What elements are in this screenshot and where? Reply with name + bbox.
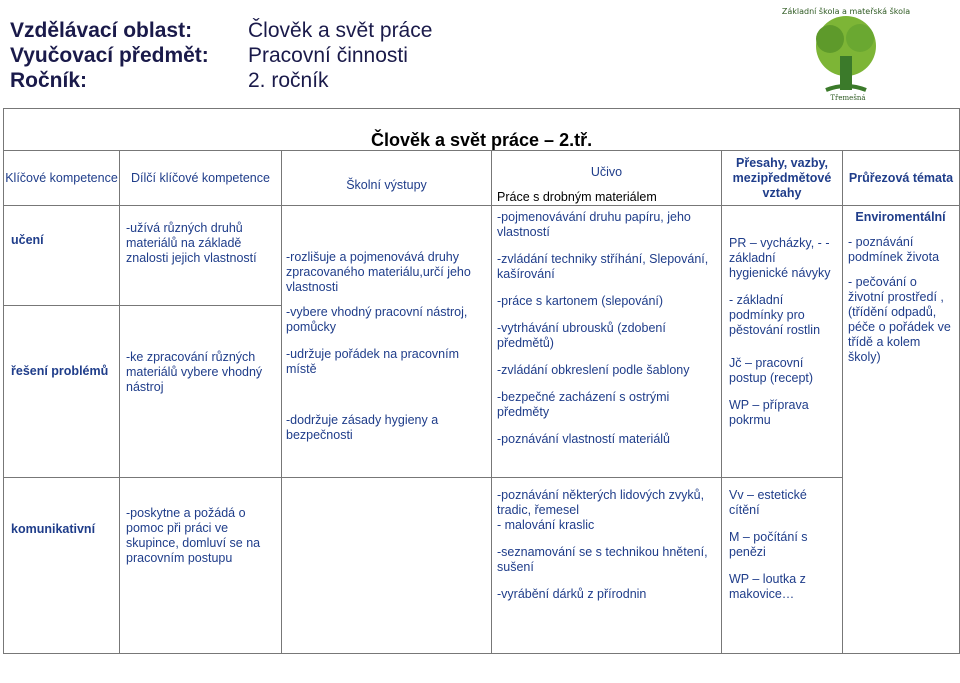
- outcome-2: -vybere vhodný pracovní nástroj, pomůcky: [286, 305, 468, 334]
- content2-4: -vyrábění dárků z přírodnin: [497, 587, 647, 601]
- value-area: Člověk a svět práce: [248, 19, 433, 42]
- content-subheader: Práce s drobným materiálem: [497, 190, 657, 204]
- content-cell-2: [492, 478, 722, 654]
- content-cell: [492, 206, 722, 478]
- value-subject: Pracovní činnosti: [248, 44, 408, 67]
- outcomes-empty: [282, 478, 492, 654]
- value-grade: 2. ročník: [248, 69, 329, 92]
- crossovers-cell: [722, 206, 843, 478]
- crossover-1: PR – vycházky, - - základní hygienické návyky: [729, 236, 831, 280]
- crosscutting-2: - pečování o životní prostředí , (třídění odpadů, péče o pořádek ve třídě a kolem školy): [848, 275, 951, 364]
- logo-text-bottom: Třemešná: [830, 94, 866, 102]
- logo-text-top: Základní škola a mateřská škola: [781, 7, 911, 16]
- label-area: Vzdělávací oblast:: [10, 19, 193, 42]
- curriculum-table: [3, 108, 960, 654]
- crossover-4: WP – příprava pokrmu: [729, 398, 809, 427]
- table-title: Člověk a svět práce – 2.tř.: [4, 109, 960, 151]
- key-communicative: komunikativní: [4, 478, 120, 654]
- school-logo: [781, 4, 911, 104]
- crossover-3: Jč – pracovní postup (recept): [729, 356, 814, 385]
- content-6: -bezpečné zacházení s ostrými předměty: [497, 390, 670, 419]
- crosscutting-cell: [843, 206, 960, 654]
- content2-2: - malování kraslic: [497, 518, 595, 532]
- col-partial-competences: Dílčí klíčové kompetence: [120, 151, 282, 206]
- crossover2-1: Vv – estetické cítění: [729, 488, 807, 517]
- content2-1: -poznávání některých lidových zvyků, tradic, řemesel: [497, 488, 705, 517]
- partial-communicative: -poskytne a požádá o pomoc při práci ve skupince, domluví se na pracovním postupu: [120, 478, 282, 654]
- crossover2-3: WP – loutka z makovice…: [729, 572, 806, 601]
- col-content: [492, 151, 722, 206]
- header: [10, 18, 432, 93]
- content-3: -práce s kartonem (slepování): [497, 294, 664, 308]
- label-subject: Vyučovací předmět:: [10, 44, 209, 67]
- col-key-competences: Klíčové kompetence: [4, 151, 120, 206]
- content-2: -zvládání techniky stříhání, Slepování, kašírování: [497, 252, 709, 281]
- partial-problem-solving: -ke zpracování různých materiálů vybere vhodný nástroj: [120, 306, 282, 478]
- crossovers-cell-2: [722, 478, 843, 654]
- content2-3: -seznamování se s technikou hnětení, sušení: [497, 545, 708, 574]
- partial-learning: -užívá různých druhů materiálů na základě znalosti jejich vlastností: [120, 206, 282, 306]
- content-1: -pojmenovávání druhu papíru, jeho vlastností: [497, 210, 691, 239]
- col-content-label: Učivo: [590, 165, 623, 179]
- crossover-2: - základní podmínky pro pěstování rostlin: [729, 293, 821, 337]
- key-problem-solving: řešení problémů: [4, 306, 120, 478]
- outcomes-cell: [282, 206, 492, 478]
- crossover2-2: M – počítání s penězi: [729, 530, 808, 559]
- label-grade: Ročník:: [10, 69, 88, 92]
- content-4: -vytrhávání ubrousků (zdobení předmětů): [497, 321, 666, 350]
- content-5: -zvládání obkreslení podle šablony: [497, 363, 690, 377]
- outcome-1: -rozlišuje a pojmenovává druhy zpracovaného materiálu,určí jeho vlastnosti: [286, 250, 471, 294]
- crosscutting-1: - poznávání podmínek života: [848, 235, 940, 264]
- outcome-3: -udržuje pořádek na pracovním místě: [286, 347, 460, 376]
- col-outcomes: Školní výstupy: [282, 151, 492, 206]
- col-crosscutting: Průřezová témata: [843, 151, 960, 206]
- crosscutting-title: Enviromentální: [855, 210, 946, 224]
- outcome-4: -dodržuje zásady hygieny a bezpečnosti: [286, 413, 439, 442]
- col-crossovers: Přesahy, vazby, mezipředmětové vztahy: [722, 151, 843, 206]
- key-learning: učení: [4, 206, 120, 306]
- content-7: -poznávání vlastností materiálů: [497, 432, 671, 446]
